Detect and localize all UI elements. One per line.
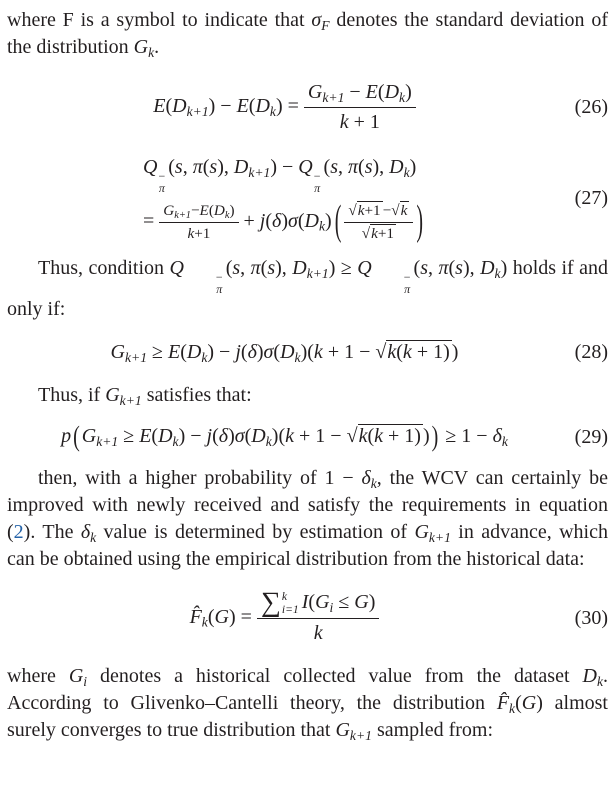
paragraph-condition-holds: Thus, condition Q − π (s, π(s), $D_{k+1}) \ge Q$ − π (s, π(s), $D_k$) holds if and only if: xyxy=(7,257,609,321)
equation-28-number: (28) xyxy=(574,341,608,364)
equation-30-number: (30) xyxy=(574,606,608,629)
equation-26 xyxy=(7,79,608,136)
equation-29-content: p ( $G_{k+1} \ge E(D_k) - j(\delta)\sigma(D_k)(k + 1 - √k(k + 1)$ ) ) ≥ $1 - \delta_k$ xyxy=(61,420,508,453)
equation-26-content: $E(D_{k+1}) - E(D_k)$ = $\frac{G_{k+1} - E(D_k)}{k + 1}$ xyxy=(7,79,562,136)
paragraph-sigma-f-definition: where F is a symbol to indicate that $\sigma_F$ denotes the standard deviation of the distribution $G_k$. xyxy=(7,9,608,60)
equation-29-number: (29) xyxy=(574,425,608,448)
equation-27-line2: = $\frac{G_{k+1}-E(D_k)}{k+1}$ + $j(\delta)\sigma(D_k)$ ( $\frac{√k+1 -√k}{√k+1}$ ) xyxy=(143,197,423,245)
equation-28-content: $G_{k+1} \ge E(D_k) - j(\delta)\sigma(D_k)(k + 1 - √k(k + 1)$ ) xyxy=(110,341,459,365)
equation-2-reference-link[interactable]: 2 xyxy=(13,521,24,544)
equation-27-content xyxy=(7,154,562,243)
equation-30-content: $F̂_k(G)$ = ∑ k i=1 $I(G_i \le G)$ k xyxy=(7,589,562,647)
paragraph-wcv-text-after: ). The $\delta_k$ value is determined by estimation of $G_{k+1}$ in advance, which can be obtained using the empirical distribution from the historical data: xyxy=(7,521,608,571)
paragraph-wcv-probability xyxy=(7,465,608,573)
paragraph-glivenko-cantelli: where $G_i$ denotes a historical collected value from the dataset $D_k$. According to Glivenko–Cantelli theory, the distribution $F̂_k(G)$ almost surely converges to true distribution that $G_{k+1}$ sampled from: xyxy=(7,665,608,744)
equation-27-line1: Q − π (s, π(s), $D_{k+1}) - Q$ − π (s, π(s), $D_k$) xyxy=(143,156,417,196)
equation-27-stack xyxy=(143,154,426,243)
paragraph-satisfies-that: Thus, if $G_{k+1}$ satisfies that: xyxy=(38,384,252,408)
equation-26-number: (26) xyxy=(574,96,608,118)
equation-29 xyxy=(7,420,608,453)
equation-30 xyxy=(7,589,608,647)
equation-27 xyxy=(7,154,608,243)
equation-27-number: (27) xyxy=(574,187,608,210)
equation-28 xyxy=(7,339,608,366)
paragraph-wcv-text-before: then, with a higher probability of $1 - \delta_k$, the WCV can certainly be improved with newly received and satisfy the requirements in equation ( xyxy=(7,467,608,544)
